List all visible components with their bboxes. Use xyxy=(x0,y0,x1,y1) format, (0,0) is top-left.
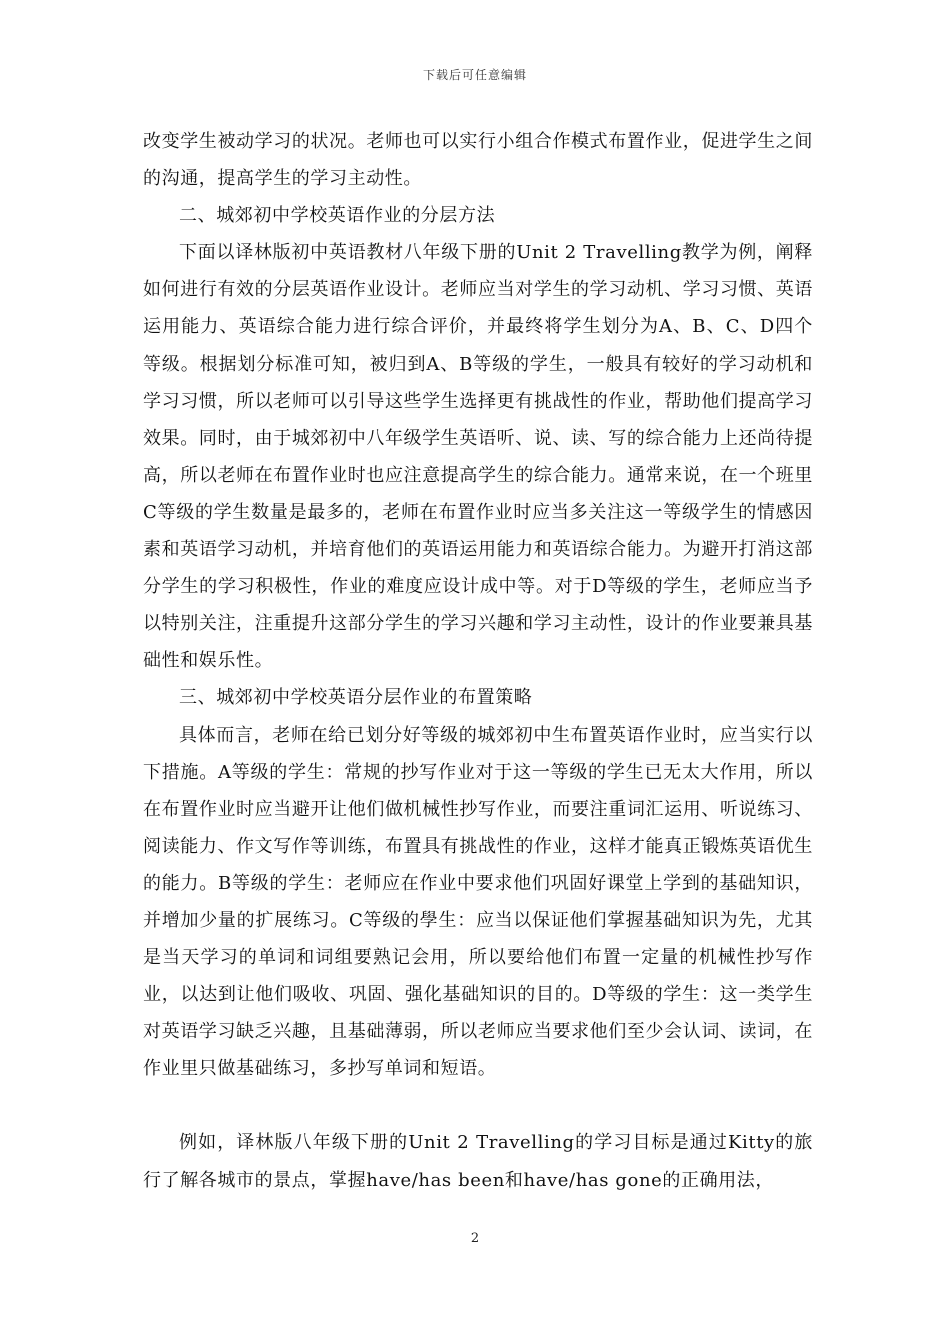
page-number: 2 xyxy=(470,1231,480,1246)
section-heading-3: 三、城郊初中学校英语分层作业的布置策略 xyxy=(179,687,533,709)
paragraph-continuation: 改变学生被动学习的状况。老师也可以实行小组合作模式布置作业，促进学生之间的沟通，提高学生的学习主动性。 xyxy=(143,131,813,190)
paragraph-example: 例如，译林版八年级下册的Unit 2 Travelling的学习目标是通过Kitty的旅行了解各城市的景点，掌握have/has been和have/has gone的正确用法， xyxy=(143,1132,813,1191)
page-header: 下载后可任意编辑 xyxy=(422,68,527,82)
document-body xyxy=(143,123,813,1199)
paragraph-strategies: 具体而言，老师在给已划分好等级的城郊初中生布置英语作业时，应当实行以下措施。A等级的学生：常规的抄写作业对于这一等级的学生已无太大作用，所以在布置作业时应当避开让他们做机械性抄写作业，而要注重词汇运用、听说练习、阅读能力、作文写作等训练，布置具有挑战性的作业，这样才能真正锻炼英语优生的能力。B等级的学生：老师应在作业中要求他们巩固好课堂上学到的基础知识，并增加少量的扩展练习。C等级的學生：应当以保证他们掌握基础知识为先，尤其是当天学习的单词和词组要熟记会用，所以要给他们布置一定量的机械性抄写作业，以达到让他们吸收、巩固、强化基础知识的目的。D等级的学生：这一类学生对英语学习缺乏兴趣，且基础薄弱，所以老师应当要求他们至少会认词、读词，在作业里只做基础练习，多抄写单词和短语。 xyxy=(143,724,813,1080)
section-heading-2: 二、城郊初中学校英语作业的分层方法 xyxy=(179,205,496,227)
paragraph-layered-method: 下面以译林版初中英语教材八年级下册的Unit 2 Travelling教学为例，阐释如何进行有效的分层英语作业设计。老师应当对学生的学习动机、学习习惯、英语运用能力、英语综合能力进行综合评价，并最终将学生划分为A、B、C、D四个等级。根据划分标准可知，被归到A、B等级的学生，一般具有较好的学习动机和学习习惯，所以老师可以引导这些学生选择更有挑战性的作业，帮助他们提高学习效果。同时，由于城郊初中八年级学生英语听、说、读、写的综合能力上还尚待提高，所以老师在布置作业时也应注意提高学生的综合能力。通常来说，在一个班里C等级的学生数量是最多的，老师在布置作业时应当多关注这一等级学生的情感因素和英语学习动机，并培育他们的英语运用能力和英语综合能力。为避开打消这部分学生的学习积极性，作业的难度应设计成中等。对于D等级的学生，老师应当予以特别关注，注重提升这部分学生的学习兴趣和学习主动性，设计的作业要兼具基础性和娱乐性。 xyxy=(143,242,813,672)
